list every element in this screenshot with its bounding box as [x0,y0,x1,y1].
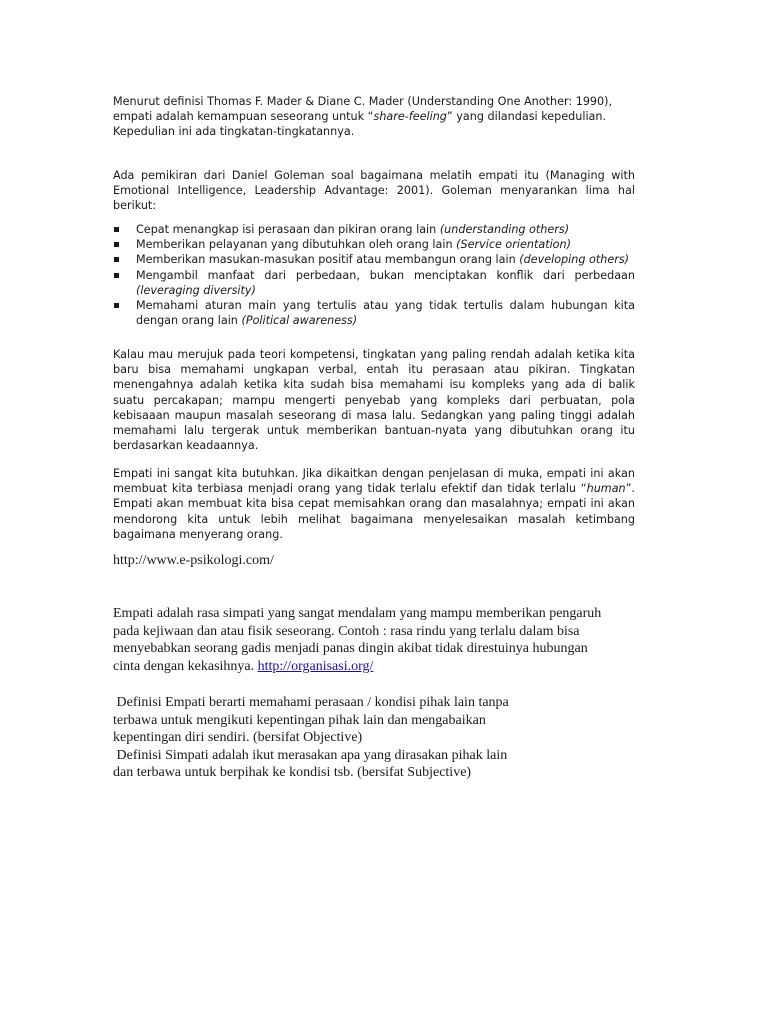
intro-line-2-end: ” yang dilandasi kepedulian. [446,110,607,124]
intro-line-3: Kepedulian ini ada tingkatan-tingkatannya. [113,125,355,139]
kompetensi-paragraph: Kalau mau merujuk pada teori kompetensi, tingkatan yang paling rendah adalah ketika kita baru bisa memahami ungkapan verbal, entah itu perasaan atau pikiran. Tingkatan menengahnya adalah ketika kita sudah bisa memahami isu kompleks yang ada di balik suatu percakapan; mampu mengerti penyebab yang kompleks dari perbuatan, pola kebisaaan maupun masalah seseorang di masa lalu. Sedangkan yang paling tinggi adalah memahami lalu tergerak untuk memberikan bantuan-nyata yang dibutuhkan orang itu berdasarkan keadaannya. [113,348,635,453]
intro-share-feeling: share-feeling [373,110,447,124]
source-url: http://www.e-psikologi.com/ [113,553,274,568]
list-item: Memberikan masukan-masukan positif atau membangun orang lain (developing others) [113,252,635,267]
square-bullet-icon [114,227,119,232]
square-bullet-icon [114,257,119,262]
intro-paragraph [113,94,653,140]
human-word: human [586,482,626,496]
square-bullet-icon [114,242,119,247]
organisasi-link[interactable]: http://organisasi.org/ [257,658,374,674]
list-item: Memahami aturan main yang tertulis atau yang tidak tertulis dalam hubungan kita dengan orang lain (Political awareness) [113,298,635,328]
simpati-paragraph: Empati adalah rasa simpati yang sangat mendalam yang mampu memberikan pengaruh pada kejiwaan dan atau fisik seseorang. Contoh : rasa rindu yang terlalu dalam bisa menyebabkan seorang gadis menjadi panas dingin akibat tidak direstuinya hubungan cinta dengan kekasihnya. http://organisasi.org/ [113,606,602,674]
list-item: Cepat menangkap isi perasaan dan pikiran orang lain (understanding others) [113,222,635,237]
list-item: Memberikan pelayanan yang dibutuhkan oleh orang lain (Service orientation) [113,237,635,252]
square-bullet-icon [114,273,119,278]
goleman-list [113,222,635,328]
definisi-paragraph: Definisi Empati berarti memahami perasaan / kondisi pihak lain tanpa terbawa untuk mengikuti kepentingan pihak lain dan mengabaikan kepentingan diri sendiri. (bersifat Objective) Definisi Simpati adalah ikut merasakan apa yang dirasakan pihak lain dan terbawa untuk berpihak ke kondisi tsb. (bersifat Subjective) [113,695,509,781]
square-bullet-icon [114,303,119,308]
intro-line-1: Menurut definisi Thomas F. Mader & Diane C. Mader (Understanding One Another: 1990), [113,95,613,108]
list-item: Mengambil manfaat dari perbedaan, bukan menciptakan konflik dari perbedaan (leveraging diversity) [113,268,635,298]
intro-line-2-start: empati adalah kemampuan seseorang untuk “ [113,110,374,124]
butuhkan-paragraph: Empati ini sangat kita butuhkan. Jika dikaitkan dengan penjelasan di muka, empati ini akan membuat kita terbiasa menjadi orang yang tidak terlalu efektif dan tidak terlalu “human”. Empati akan membuat kita bisa cepat memisahkan orang dan masalahnya; empati ini akan mendorong kita untuk lebih melihat bagaimana menyelesaikan masalah ketimbang bagaimana menyerang orang. [113,467,635,541]
goleman-intro-paragraph: Ada pemikiran dari Daniel Goleman soal bagaimana melatih empati itu (Managing with Emotional Intelligence, Leadership Advantage: 2001). Goleman menyarankan lima hal berikut: [113,169,635,213]
